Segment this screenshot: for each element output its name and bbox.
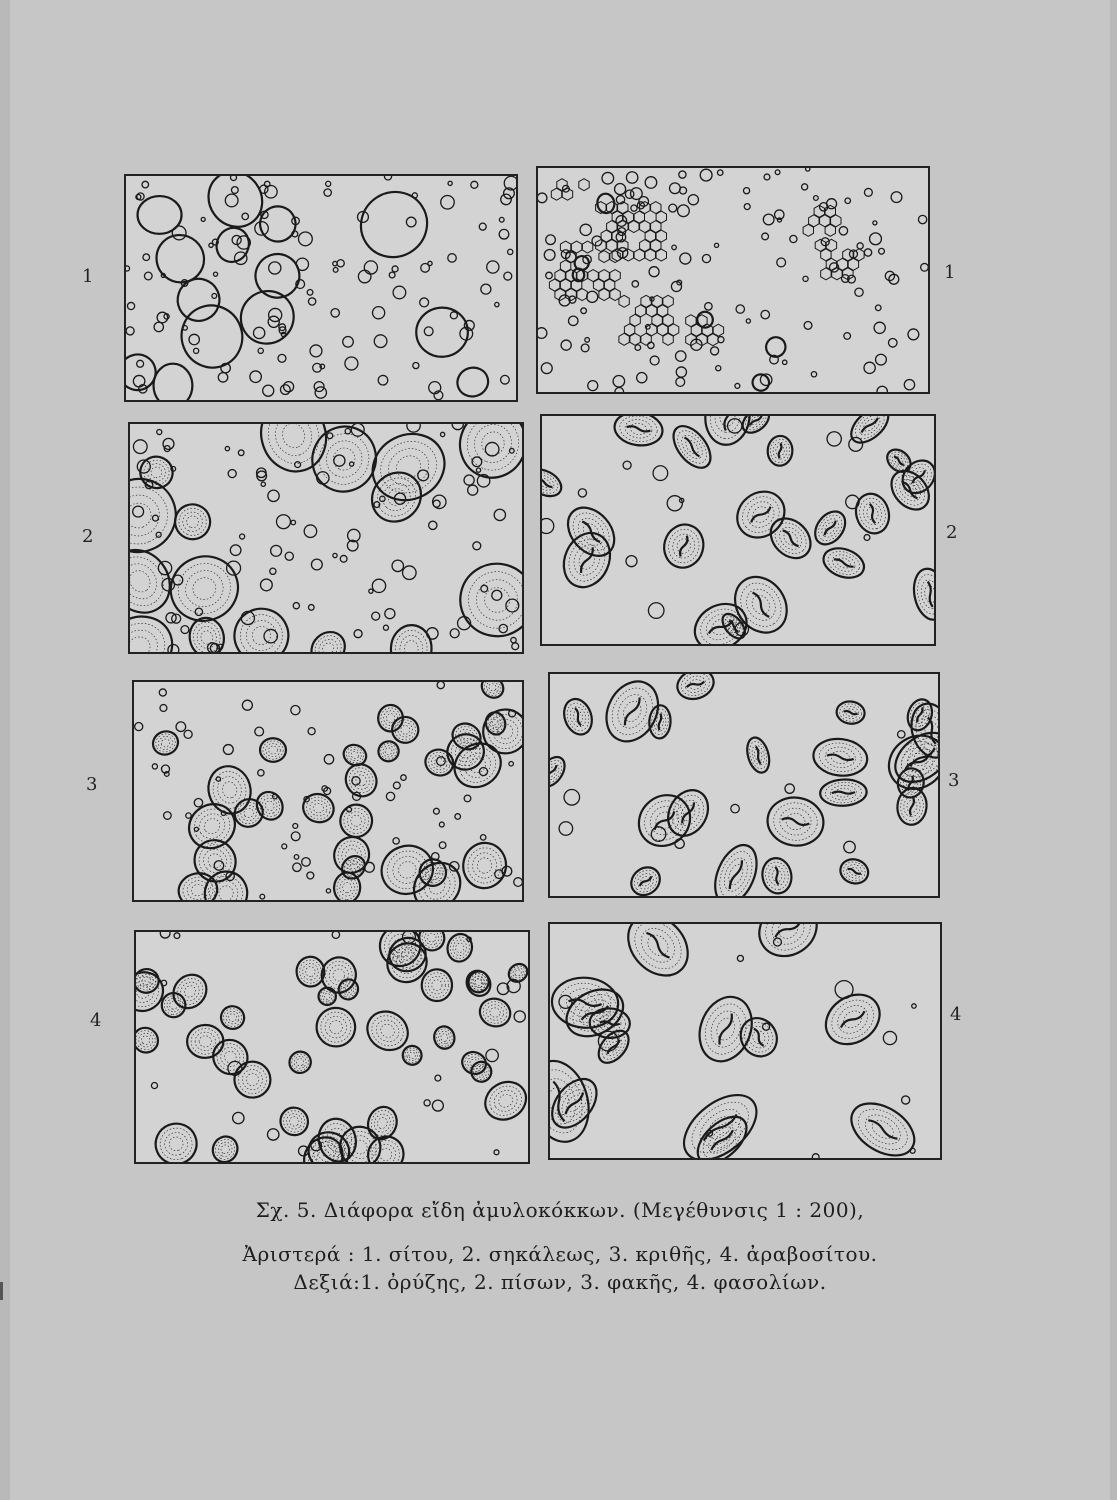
starch-grains-peas: [542, 416, 934, 644]
page-edge-mark: [0, 1282, 3, 1300]
starch-grains-rye: [130, 424, 522, 652]
row-label-right-4: 4: [950, 1004, 962, 1025]
row-label-left-3: 3: [86, 774, 98, 795]
panel-right-4-beans: [548, 922, 942, 1160]
panel-left-2-rye: [128, 422, 524, 654]
row-label-right-1: 1: [944, 262, 956, 283]
row-label-left-1: 1: [82, 266, 94, 287]
row-label-right-3: 3: [948, 770, 960, 791]
row-label-left-2: 2: [82, 526, 94, 547]
caption-title: Σχ. 5. Διάφορα εἴδη ἀμυλοκόκκων. (Μεγέθυνσις 1 : 200),: [255, 1198, 865, 1222]
row-label-right-2: 2: [946, 522, 958, 543]
starch-grains-rice: [538, 168, 928, 392]
panel-left-3-barley: [132, 680, 524, 902]
starch-grains-maize: [136, 932, 528, 1162]
page: [10, 0, 1110, 1500]
starch-grains-wheat: [126, 176, 516, 400]
panel-right-3-lentils: [548, 672, 940, 898]
starch-grains-beans: [550, 924, 940, 1158]
row-label-left-4: 4: [90, 1010, 102, 1031]
starch-grains-lentils: [550, 674, 938, 896]
panel-left-4-maize: [134, 930, 530, 1164]
panel-left-1-wheat: [124, 174, 518, 402]
panel-right-1-rice: [536, 166, 930, 394]
caption-left-legend: Ἀριστερά : 1. σίτου, 2. σηκάλεως, 3. κριθῆς, 4. ἀραβοσίτου.: [242, 1242, 878, 1266]
panel-right-2-peas: [540, 414, 936, 646]
starch-grains-barley: [134, 682, 522, 900]
caption-right-legend: Δεξιά:1. ὀρύζης, 2. πίσων, 3. φακῆς, 4. φασολίων.: [293, 1270, 827, 1294]
